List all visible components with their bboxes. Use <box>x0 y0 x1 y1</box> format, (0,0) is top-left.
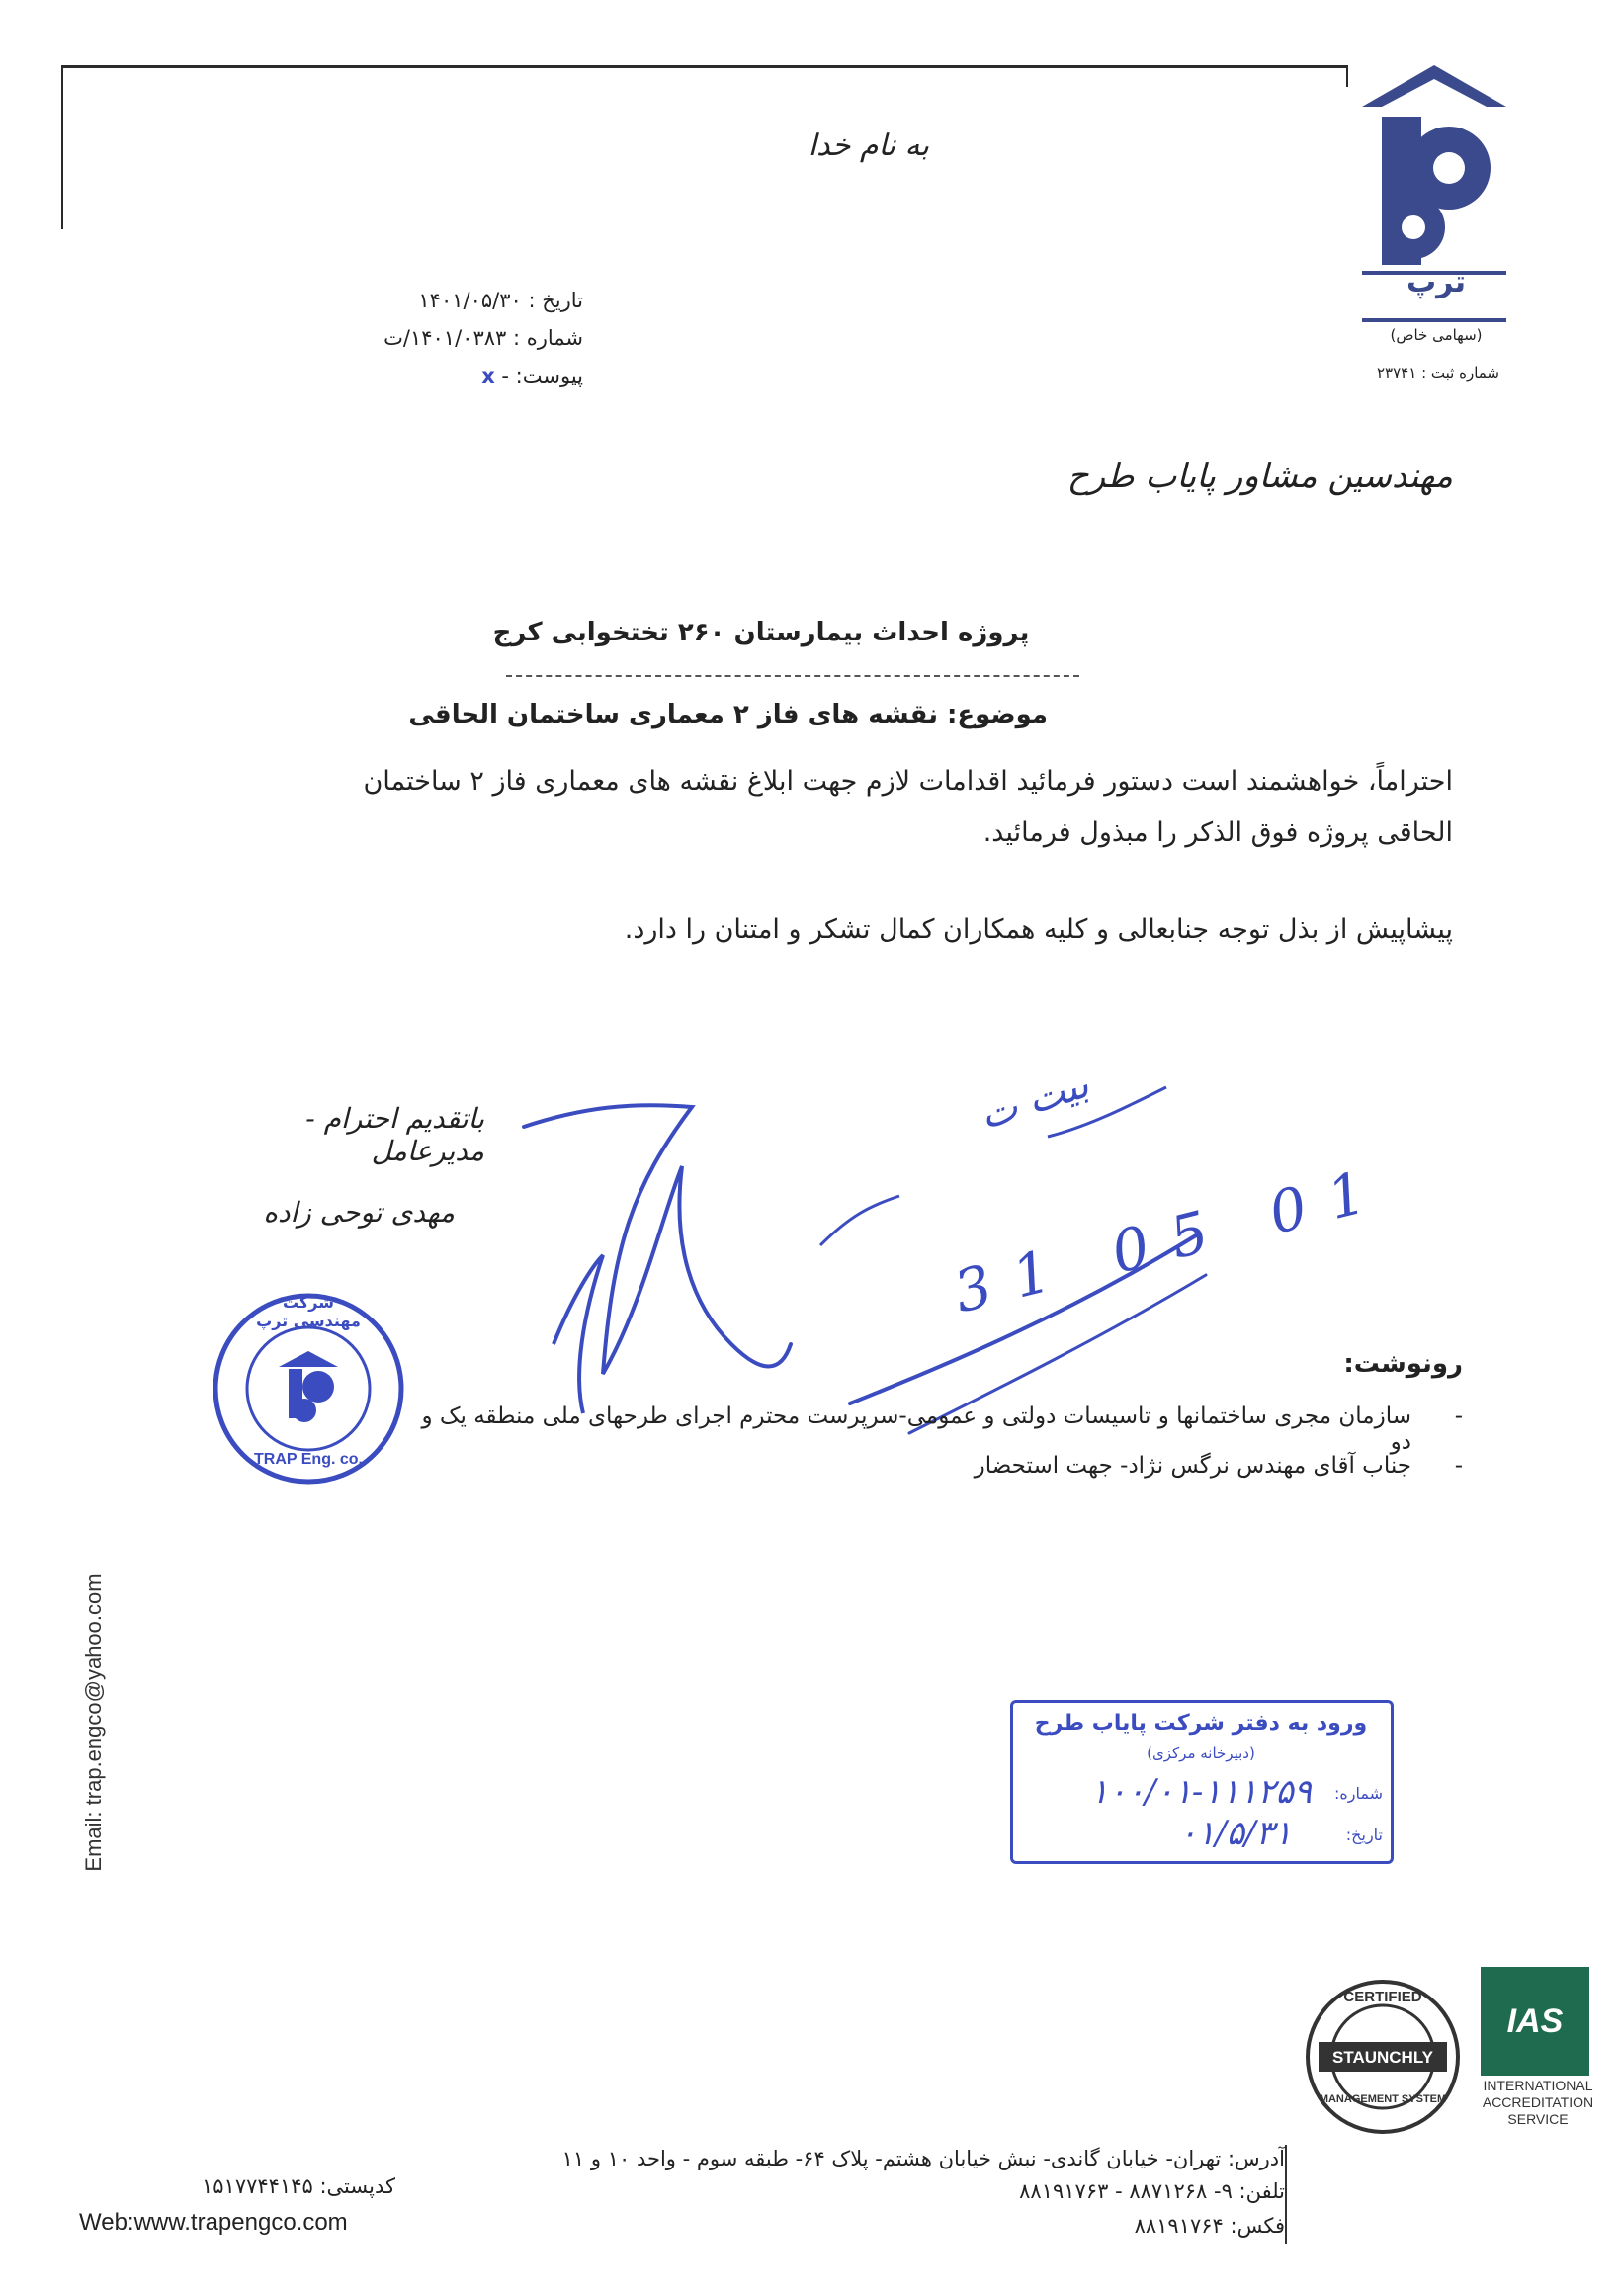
body-paragraph-2: پیشاپیش از بذل توجه جنابعالی و کلیه همکاران کمال تشکر و امتنان را دارد. <box>624 914 1453 945</box>
header-frame-left <box>61 65 63 229</box>
ias-logo <box>1481 1967 1589 2076</box>
stamp-number-value: ۱۰۰/۰۱-۱۱۱۲۵۹ <box>1090 1772 1312 1812</box>
stamp-date-value: ۰۱/۵/۳۱ <box>1178 1814 1292 1853</box>
ias-line-1: INTERNATIONAL <box>1483 2078 1593 2093</box>
logo-company-name: ترپ <box>1406 265 1467 299</box>
ias-line-2: ACCREDITATION <box>1482 2094 1594 2110</box>
seal-persian-text: شرکت مهندسی ترپ <box>256 1293 361 1330</box>
footer-divider <box>1285 2145 1287 2244</box>
footer-phone: تلفن: ۹- ۸۸۷۱۲۶۸ - ۸۸۱۹۱۷۶۳ <box>1019 2179 1285 2203</box>
entry-stamp <box>1010 1700 1394 1864</box>
letter-date: تاریخ : ۱۴۰۱/۰۵/۳۰ <box>418 289 583 312</box>
handwritten-note-text: بیت ت <box>974 1061 1095 1140</box>
side-email-text: Email: trap.engco@yahoo.com <box>81 1573 106 1872</box>
subject-line: موضوع: نقشه های فاز ۲ معماری ساختمان الحاقی <box>408 700 1048 729</box>
project-title: پروژه احداث بیمارستان ۲۶۰ تختخوابی کرج <box>492 618 1030 647</box>
footer-fax: فکس: ۸۸۱۹۱۷۶۴ <box>1134 2214 1285 2238</box>
ias-caption <box>1469 2078 1607 2128</box>
cc-bullet: - <box>1454 1403 1463 1429</box>
stamp-number-label: شماره: <box>1333 1784 1383 1803</box>
header-frame-right <box>1346 65 1348 87</box>
logo-registration: شماره ثبت : ۲۳۷۴۱ <box>1377 364 1499 382</box>
stamp-date-label: تاریخ: <box>1345 1826 1383 1844</box>
certified-brand: STAUNCHLY <box>1331 2048 1433 2067</box>
handwritten-note-date: 31 05 01 <box>947 1152 1396 1326</box>
signer-name: مهدی توحی زاده <box>263 1196 455 1229</box>
footer-address: آدرس: تهران- خیابان گاندی- نبش خیابان هشتم- پلاک ۶۴- طبقه سوم - واحد ۱۰ و ۱۱ <box>561 2147 1285 2170</box>
certified-label: CERTIFIED <box>1343 1989 1422 2005</box>
letter-number: شماره : ۱۴۰۱/۰۳۸۳/ت <box>383 326 583 350</box>
bismillah: به نام خدا <box>808 128 929 163</box>
attachment-mark: x <box>481 364 495 387</box>
closing-line: باتقدیم احترام - مدیرعامل <box>305 1102 484 1167</box>
cc-item <box>395 1453 1463 1479</box>
cc-item-text: سازمان مجری ساختمانها و تاسیسات دولتی و عمومی-سرپرست محترم اجرای طرحهای ملی منطقه یک و دو <box>421 1403 1411 1455</box>
cc-bullet: - <box>1454 1453 1463 1479</box>
cc-item <box>395 1403 1463 1455</box>
cc-item-text: جناب آقای مهندس نرگس نژاد- جهت استحضار <box>974 1453 1411 1479</box>
ias-logo-text: IAS <box>1506 2002 1564 2040</box>
ias-line-3: SERVICE <box>1507 2111 1569 2127</box>
attachment-label: پیوست: - <box>501 364 583 387</box>
title-divider <box>506 675 1079 677</box>
body-paragraph-1: احتراماً، خواهشمند است دستور فرمائید اقدامات لازم جهت ابلاغ نقشه های معماری فاز ۲ ساختمان الحاقی پروژه فوق الذکر را مبذول فرمائید. <box>363 766 1453 848</box>
logo-company-type: (سهامی خاص) <box>1390 326 1483 344</box>
recipient: مهندسین مشاور پایاب طرح <box>1066 457 1453 496</box>
stamp-subtitle: (دبیرخانه مرکزی) <box>1147 1744 1255 1762</box>
header-frame-top <box>61 65 1346 68</box>
stamp-title: ورود به دفتر شرکت پایاب طرح <box>1034 1711 1368 1736</box>
cc-title: رونوشت: <box>1343 1349 1463 1379</box>
footer-postal-code: کدپستی: ۱۵۱۷۷۴۴۱۴۵ <box>202 2174 395 2198</box>
letter-attachment <box>257 364 583 387</box>
certified-sub: MANAGEMENT SYSTEM <box>1319 2093 1447 2105</box>
seal-english-text: TRAP Eng. co. <box>254 1451 363 1468</box>
footer-website[interactable]: Web:www.trapengco.com <box>79 2209 348 2236</box>
